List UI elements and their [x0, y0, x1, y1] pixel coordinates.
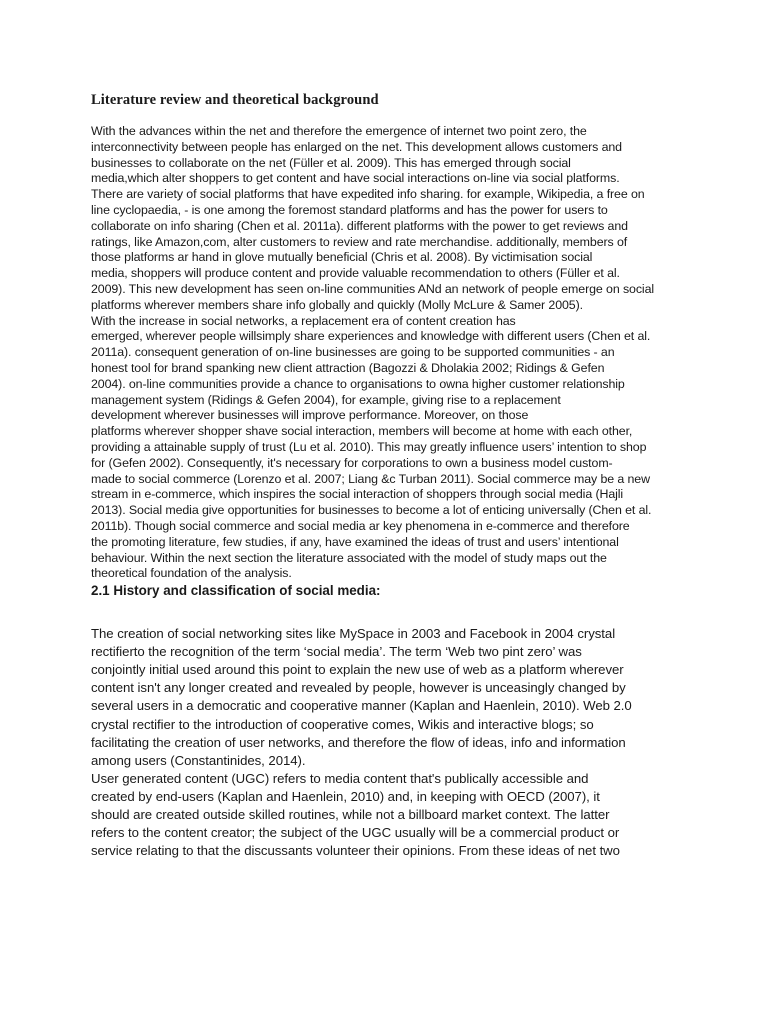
text-line: With the advances within the net and therefore the emergence of internet two point zero, the	[91, 124, 587, 138]
text-line: crystal rectifier to the introduction of cooperative comes, Wikis and interactive blogs; so	[91, 716, 594, 732]
body-paragraph-2	[91, 625, 698, 860]
text-line: theoretical foundation of the analysis.	[91, 566, 292, 581]
text-line: the promoting literature, few studies, if any, have examined the ideas of trust and users’ intentional	[91, 534, 619, 549]
text-line: collaborate on info sharing (Chen et al. 2011a). different platforms with the power to get reviews and	[91, 218, 628, 233]
text-line: ratings, like Amazon,com, alter customers to review and rate merchandise. additionally, members of	[91, 234, 628, 249]
text-line: made to social commerce (Lorenzo et al. 2007; Liang &c Turban 2011). Social commerce may be a new	[91, 471, 650, 486]
text-line: honest tool for brand spanking new client attraction (Bagozzi & Dholakia 2002; Ridings & Gefen	[91, 360, 605, 375]
body-paragraph-1	[91, 124, 698, 582]
text-line: conjointly initial used around this point to explain the new use of web as a platform wherever	[91, 662, 624, 678]
text-line: businesses to collaborate on the net (Füller et al. 2009). This has emerged through social	[91, 155, 571, 170]
text-line: should are created outside skilled routines, while not a billboard market context. The latter	[91, 807, 610, 823]
text-line: stream in e-commerce, which inspires the social interaction of shoppers through social media (Hajli	[91, 487, 624, 502]
text-line: 2011a). consequent generation of on-line businesses are going to be supported communities - an	[91, 345, 615, 360]
text-line: 2009). This new development has seen on-line communities ANd an network of people emerge on social	[91, 281, 655, 296]
text-line: providing a attainable supply of trust (Lu et al. 2010). This may greatly influence users’ intention to shop	[91, 439, 647, 454]
text-line: rectifierto the recognition of the term ‘social media’. The term ‘Web two pint zero’ was	[91, 644, 582, 660]
text-line: those platforms ar hand in glove mutually beneficial (Chris et al. 2008). By victimisation social	[91, 250, 593, 265]
text-line: With the increase in social networks, a replacement era of content creation has	[91, 313, 516, 328]
text-line: development wherever businesses will improve performance. Moreover, on those	[91, 408, 529, 423]
text-line: platforms wherever members share info globally and quickly (Molly McLure & Samer 2005).	[91, 297, 583, 312]
text-line: The creation of social networking sites like MySpace in 2003 and Facebook in 2004 crystal	[91, 626, 616, 642]
text-line: platforms wherever shopper shave social interaction, members will become at home with each other,	[91, 424, 633, 439]
text-line: among users (Constantinides, 2014).	[91, 752, 306, 768]
text-line: 2013). Social media give opportunities for businesses to become a lot of enticing universally (Chen et al.	[91, 503, 652, 518]
text-line: interconnectivity between people has enlarged on the net. This development allows customers and	[91, 139, 622, 154]
text-line: created by end-users (Kaplan and Haenlein, 2010) and, in keeping with OECD (2007), it	[91, 788, 600, 804]
text-line: management system (Ridings & Gefen 2004), for example, giving rise to a replacement	[91, 392, 561, 407]
text-line: 2011b). Though social commerce and social media ar key phenomena in e-commerce and therefore	[91, 518, 630, 533]
paragraph-gap	[91, 600, 698, 625]
text-line: content isn't any longer created and revealed by people, however is unceasingly changed by	[91, 680, 626, 696]
section-heading: 2.1 History and classification of social media:	[91, 583, 381, 599]
text-line: There are variety of social platforms that have expedited info sharing. for example, Wikipedia, a free on	[91, 187, 645, 202]
text-line: User generated content (UGC) refers to media content that's publically accessible and	[91, 770, 589, 786]
text-line: media,which alter shoppers to get content and have social interactions on-line via social platforms.	[91, 171, 620, 186]
text-line: several users in a democratic and cooperative manner (Kaplan and Haenlein, 2010). Web 2.0	[91, 698, 632, 714]
text-line: 2004). on-line communities provide a chance to organisations to owna higher customer relationship	[91, 376, 625, 391]
text-line: service relating to that the discussants volunteer their opinions. From these ideas of net two	[91, 843, 620, 859]
text-line: for (Gefen 2002). Consequently, it's necessary for corporations to own a business model custom-	[91, 455, 613, 470]
page-title: Literature review and theoretical background	[91, 92, 379, 108]
text-line: refers to the content creator; the subject of the UGC usually will be a commercial product or	[91, 825, 620, 841]
text-line: behaviour. Within the next section the literature associated with the model of study maps out the	[91, 550, 607, 565]
text-line: facilitating the creation of user networks, and therefore the flow of ideas, info and information	[91, 734, 626, 750]
text-line: emerged, wherever people willsimply share experiences and knowledge with different users (Chen et al.	[91, 329, 651, 344]
text-line: media, shoppers will produce content and provide valuable recommendation to others (Füller et al.	[91, 266, 620, 281]
text-line: line cyclopaedia, - is one among the foremost standard platforms and has the power for users to	[91, 202, 608, 217]
